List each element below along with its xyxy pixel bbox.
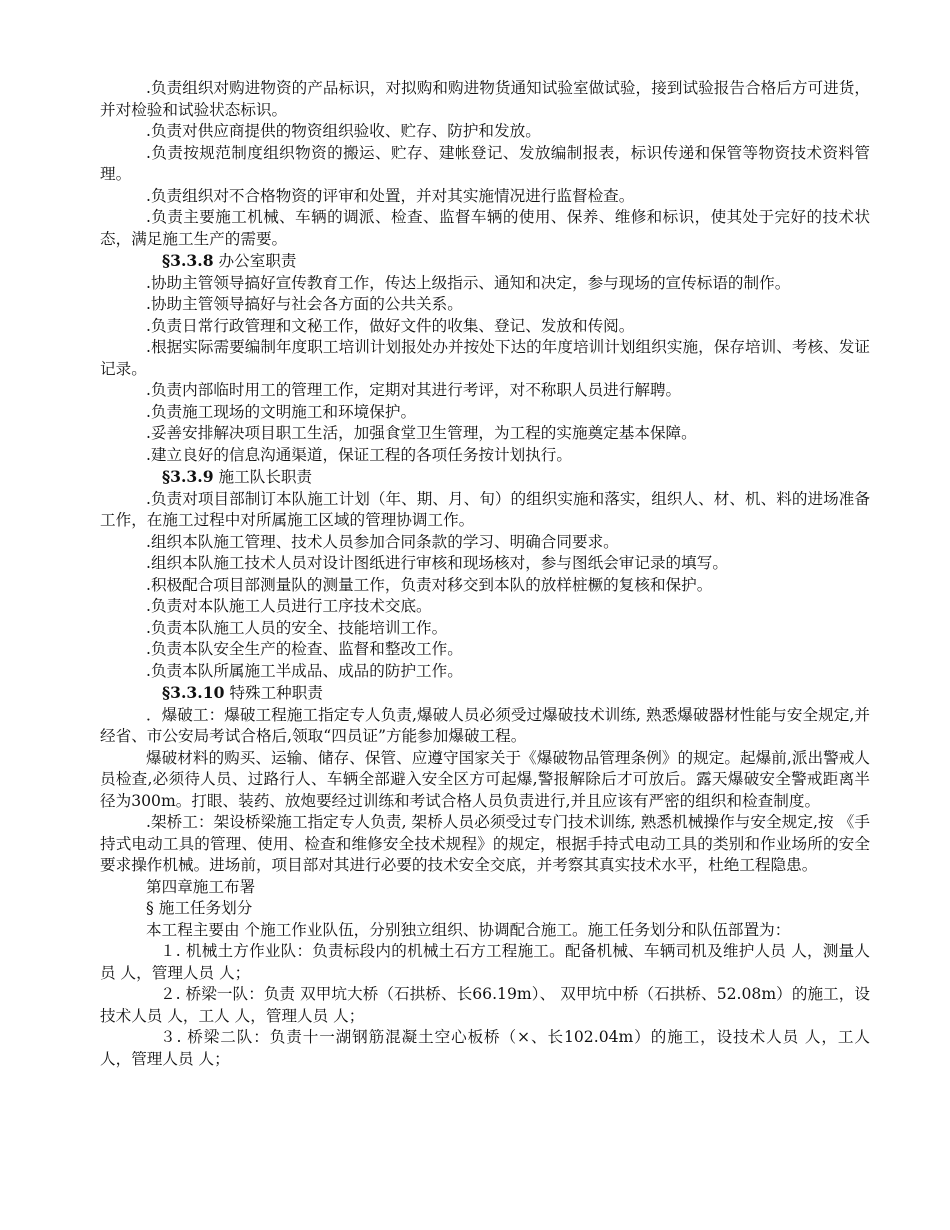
paragraph: .负责对供应商提供的物资组织验收、贮存、防护和发放。: [146, 122, 541, 140]
section-number: §3.3.8: [162, 251, 214, 270]
paragraph: .负责主要施工机械、车辆的调派、检查、监督车辆的使用、保养、维修和标识，使其处于完好的技术状态，满足施工生产的需要。: [100, 208, 870, 248]
paragraph: .建立良好的信息沟通渠道，保证工程的各项任务按计划执行。: [146, 445, 572, 464]
section-heading: [100, 250, 870, 273]
paragraph: .积极配合项目部测量队的测量工作，负责对移交到本队的放样桩橛的复核和保护。: [146, 575, 713, 594]
paragraph: 本工程主要由 个施工作业队伍，分别独立组织、协调配合施工。施工任务划分和队伍部置为：: [146, 920, 791, 939]
paragraph: .负责组织对购进物资的产品标识，对拟购和购进物货通知试验室做试验，接到试验报告合格后方可进货，并对检验和试验状态标识。: [100, 79, 870, 119]
paragraph: .协助主管领导搞好与社会各方面的公共关系。: [146, 295, 463, 313]
paragraph: 爆破材料的购买、运输、储存、保管、应遵守国家关于《爆破物品管理条例》的规定。起爆前,派出警戒人员检查,必须待人员、过路行人、车辆全部避入安全区方可起爆,警报解除后才可放后。露天爆破安全警戒距离半径为300m。打眼、装药、放炮要经过训练和考试合格人员负责进行,并且应该有严密的组织和检查制度。: [100, 748, 870, 810]
paragraph: .组织本队施工技术人员对设计图纸进行审核和现场核对，参与图纸会审记录的填写。: [146, 554, 728, 572]
paragraph: .负责施工现场的文明施工和环境保护。: [146, 402, 417, 421]
document-page: [100, 78, 870, 1070]
paragraph: .负责对本队施工人员进行工序技术交底。: [146, 597, 432, 615]
section-number: §3.3.10: [162, 683, 225, 702]
paragraph: .负责本队安全生产的检查、监督和整改工作。: [146, 640, 463, 658]
paragraph: ２. 桥梁一队：负责 双甲坑大桥（石拱桥、长66.19m）、 双甲坑中桥（石拱桥、52.08m）的施工，设技术人员 人，工人 人，管理人员 人；: [100, 985, 870, 1025]
paragraph: .负责内部临时用工的管理工作，定期对其进行考评，对不称职人员进行解聘。: [146, 381, 682, 399]
section-heading: [100, 466, 870, 489]
section-heading: [100, 682, 870, 705]
paragraph: ３. 桥梁二队：负责十一湖钢筋混凝土空心板桥（×、长102.04m）的施工，设技术人员 人，工人 人，管理人员 人；: [100, 1028, 870, 1068]
section-title: 特殊工种职责: [229, 684, 323, 702]
chapter-heading: 第四章施工布署: [146, 877, 256, 896]
section-number: §3.3.9: [162, 467, 214, 486]
paragraph: .负责日常行政管理和文秘工作，做好文件的收集、登记、发放和传阅。: [146, 316, 635, 335]
paragraph: .负责组织对不合格物资的评审和处置，并对其实施情况进行监督检查。: [146, 186, 635, 205]
paragraph: .组织本队施工管理、技术人员参加合同条款的学习、明确合同要求。: [146, 532, 619, 551]
paragraph: .协助主管领导搞好宣传教育工作，传达上级指示、通知和决定，参与现场的宣传标语的制作。: [146, 273, 791, 292]
paragraph: .妥善安排解决项目职工生活，加强食堂卫生管理，为工程的实施奠定基本保障。: [146, 424, 697, 442]
paragraph: .架桥工：架设桥梁施工指定专人负责, 架桥人员必须受过专门技术训练, 熟悉机械操作与安全规定,按 《手持式电动工具的管理、使用、检查和维修安全技术规程》的规定，根据手持式电动工具的类别和作业场所的安全要求操作机械。进场前，项目部对其进行必要的技术安全交底，并考察其真实技术水平，杜绝工程隐患。: [100, 813, 870, 874]
paragraph: .负责对项目部制订本队施工计划（年、期、月、旬）的组织实施和落实，组织人、材、机、料的进场准备工作，在施工过程中对所属施工区域的管理协调工作。: [100, 489, 870, 529]
paragraph: .负责本队施工人员的安全、技能培训工作。: [146, 618, 448, 637]
paragraph: .根据实际需要编制年度职工培训计划报处办并按处下达的年度培训计划组织实施，保存培训、考核、发证记录。: [100, 338, 870, 378]
section-title: 施工队长职责: [218, 468, 313, 486]
paragraph: .负责按规范制度组织物资的搬运、贮存、建帐登记、发放编制报表，标识传递和保管等物资技术资料管理。: [100, 143, 870, 183]
paragraph: １. 机械土方作业队：负责标段内的机械土石方工程施工。配备机械、车辆司机及维护人员 人，测量人员 人，管理人员 人；: [100, 942, 870, 982]
paragraph: ．爆破工：爆破工程施工指定专人负责,爆破人员必须受过爆破技术训练, 熟悉爆破器材性能与安全规定,并经省、市公安局考试合格后,领取“四员证”方能参加爆破工程。: [100, 705, 870, 745]
paragraph: .负责本队所属施工半成品、成品的防护工作。: [146, 661, 463, 680]
section-title: 办公室职责: [218, 252, 297, 270]
chapter-heading: § 施工任务划分: [146, 899, 253, 917]
